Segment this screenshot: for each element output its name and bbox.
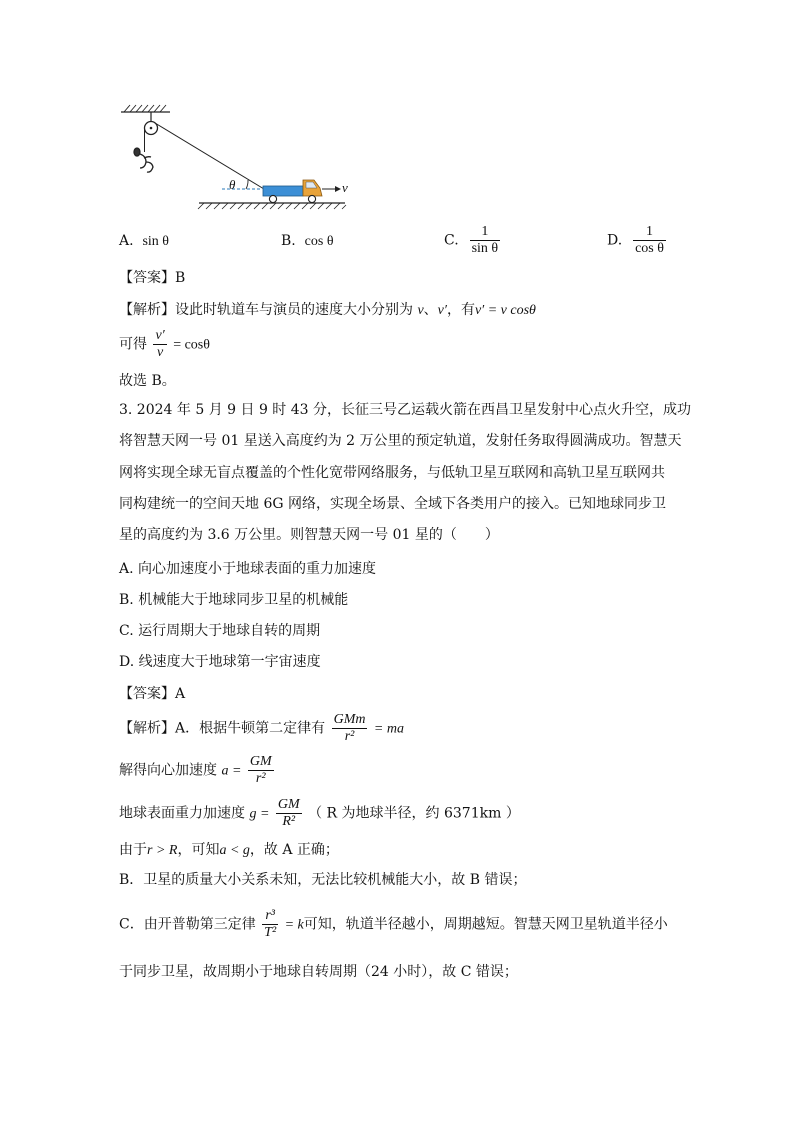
q3-line-4: 同构建统一的空间天地 6G 网络，实现全场景、全域下各类用户的接入。已知地球同步卫 (119, 496, 666, 512)
q3-line-1: 3. 2024 年 5 月 9 日 9 时 43 分，长征三号乙运载火箭在西昌卫星发射中心点火升空，成功 (119, 402, 692, 418)
rope (155, 123, 264, 189)
ceiling-support (121, 105, 170, 122)
analysis-q3-a2: 解得向心加速度 a = $\frac{GM}{\text{r²}}$ (119, 754, 272, 786)
q3-option-d: D. 线速度大于地球第一宇宙速度 (119, 654, 321, 670)
analysis-q3-a3: 地球表面重力加速度 g = $\frac{GM}{\text{R²}}$ （ R 为地球半径，约 6371km ） (119, 797, 520, 829)
q3-line-5: 星的高度约为 3.6 万公里。则智慧天网一号 01 星的（ ） (119, 527, 499, 543)
pulley-car-figure (0, 0, 794, 230)
analysis-q3-c2: 于同步卫星，故周期小于地球自转周期（24 小时），故 C 错误； (119, 964, 518, 980)
analysis-q3-a4: 由于r > R，可知a < g，故 A 正确； (119, 842, 339, 858)
analysis-q2-line2: 可得 $\frac{v'}{v}$ = cosθ (119, 328, 210, 360)
analysis-q2-line3: 故选 B。 (119, 373, 176, 389)
option-b: B. cos θ (281, 233, 334, 249)
q3-option-c: C. 运行周期大于地球自转的周期 (119, 623, 321, 639)
q3-option-a: A. 向心加速度小于地球表面的重力加速度 (119, 561, 377, 577)
option-a: A. sin θ (119, 233, 170, 249)
velocity-label: v (342, 180, 348, 195)
answer-q3: 【答案】A (119, 686, 186, 702)
q3-line-3: 网将实现全球无盲点覆盖的个性化宽带网络服务，与低轨卫星互联网和高轨卫星互联网共 (119, 465, 665, 481)
ground (198, 203, 346, 209)
analysis-q3-c1: C．由开普勒第三定律 $\frac{\text{r³}}{\text{T²}}$ = k可知，轨道半径越小，周期越短。智慧天网卫星轨道半径小 (119, 908, 668, 940)
analysis-q3-a1: 【解析】A．根据牛顿第二定律有 $\frac{\text{GMm}}{\text{r²}}$ = ma (119, 712, 404, 744)
track-car (263, 180, 322, 203)
theta-label: θ (229, 177, 236, 192)
analysis-q3-b: B．卫星的质量大小关系未知，无法比较机械能大小，故 B 错误； (119, 872, 527, 888)
q3-line-2: 将智慧天网一号 01 星送入高度约为 2 万公里的预定轨道，发射任务取得圆满成功。智慧天 (119, 433, 682, 449)
answer-q2: 【答案】B (119, 270, 186, 286)
q3-option-b: B. 机械能大于地球同步卫星的机械能 (119, 592, 349, 608)
option-d: D. $\frac{1}{\text{cos θ}}$ (607, 224, 664, 256)
option-c: C. $\frac{1}{\text{sin θ}}$ (444, 224, 499, 256)
analysis-q2-line1: 【解析】设此时轨道车与演员的速度大小分别为 v、v′，有v′ = v cosθ (119, 302, 536, 318)
performer-figure (134, 148, 153, 172)
